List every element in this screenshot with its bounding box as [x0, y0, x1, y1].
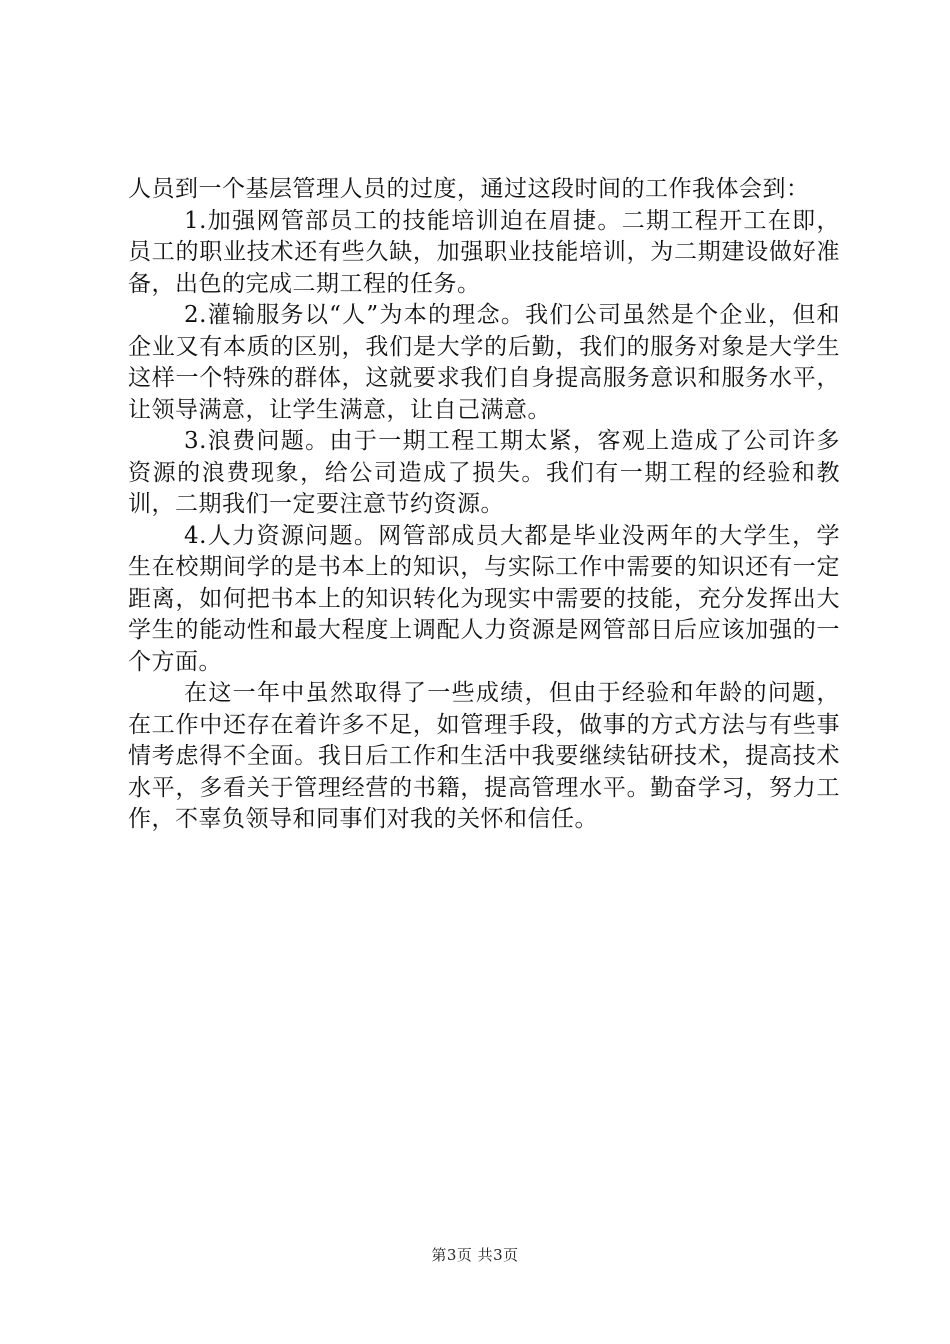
- paragraph-item-1: 1.加强网管部员工的技能培训迫在眉捷。二期工程开工在即，员工的职业技术还有些久缺，加强职业技能培训，为二期建设做好准备，出色的完成二期工程的任务。: [128, 207, 840, 297]
- page-number-footer: 第3页 共3页: [431, 1246, 519, 1264]
- paragraph-item-4: 4.人力资源问题。网管部成员大都是毕业没两年的大学生，学生在校期间学的是书本上的知识，与实际工作中需要的知识还有一定距离，如何把书本上的知识转化为现实中需要的技能，充分发挥出大学生的能动性和最大程度上调配人力资源是网管部日后应该加强的一个方面。: [128, 522, 840, 675]
- paragraph-intro: 人员到一个基层管理人员的过度，通过这段时间的工作我体会到：: [128, 176, 810, 202]
- paragraph-item-3: 3.浪费问题。由于一期工程工期太紧，客观上造成了公司许多资源的浪费现象，给公司造成了损失。我们有一期工程的经验和教训，二期我们一定要注意节约资源。: [128, 428, 840, 517]
- paragraph-item-2: 2.灌输服务以“人”为本的理念。我们公司虽然是个企业，但和企业又有本质的区别，我们是大学的后勤，我们的服务对象是大学生这样一个特殊的群体，这就要求我们自身提高服务意识和服务水平，让领导满意，让学生满意，让自己满意。: [128, 302, 840, 423]
- document-body: [128, 174, 840, 836]
- paragraph-conclusion: 在这一年中虽然取得了一些成绩，但由于经验和年龄的问题，在工作中还存在着许多不足，如管理手段，做事的方式方法与有些事情考虑得不全面。我日后工作和生活中我要继续钻研技术，提高技术水平，多看关于管理经营的书籍，提高管理水平。勤奋学习，努力工作，不辜负领导和同事们对我的关怀和信任。: [128, 680, 840, 832]
